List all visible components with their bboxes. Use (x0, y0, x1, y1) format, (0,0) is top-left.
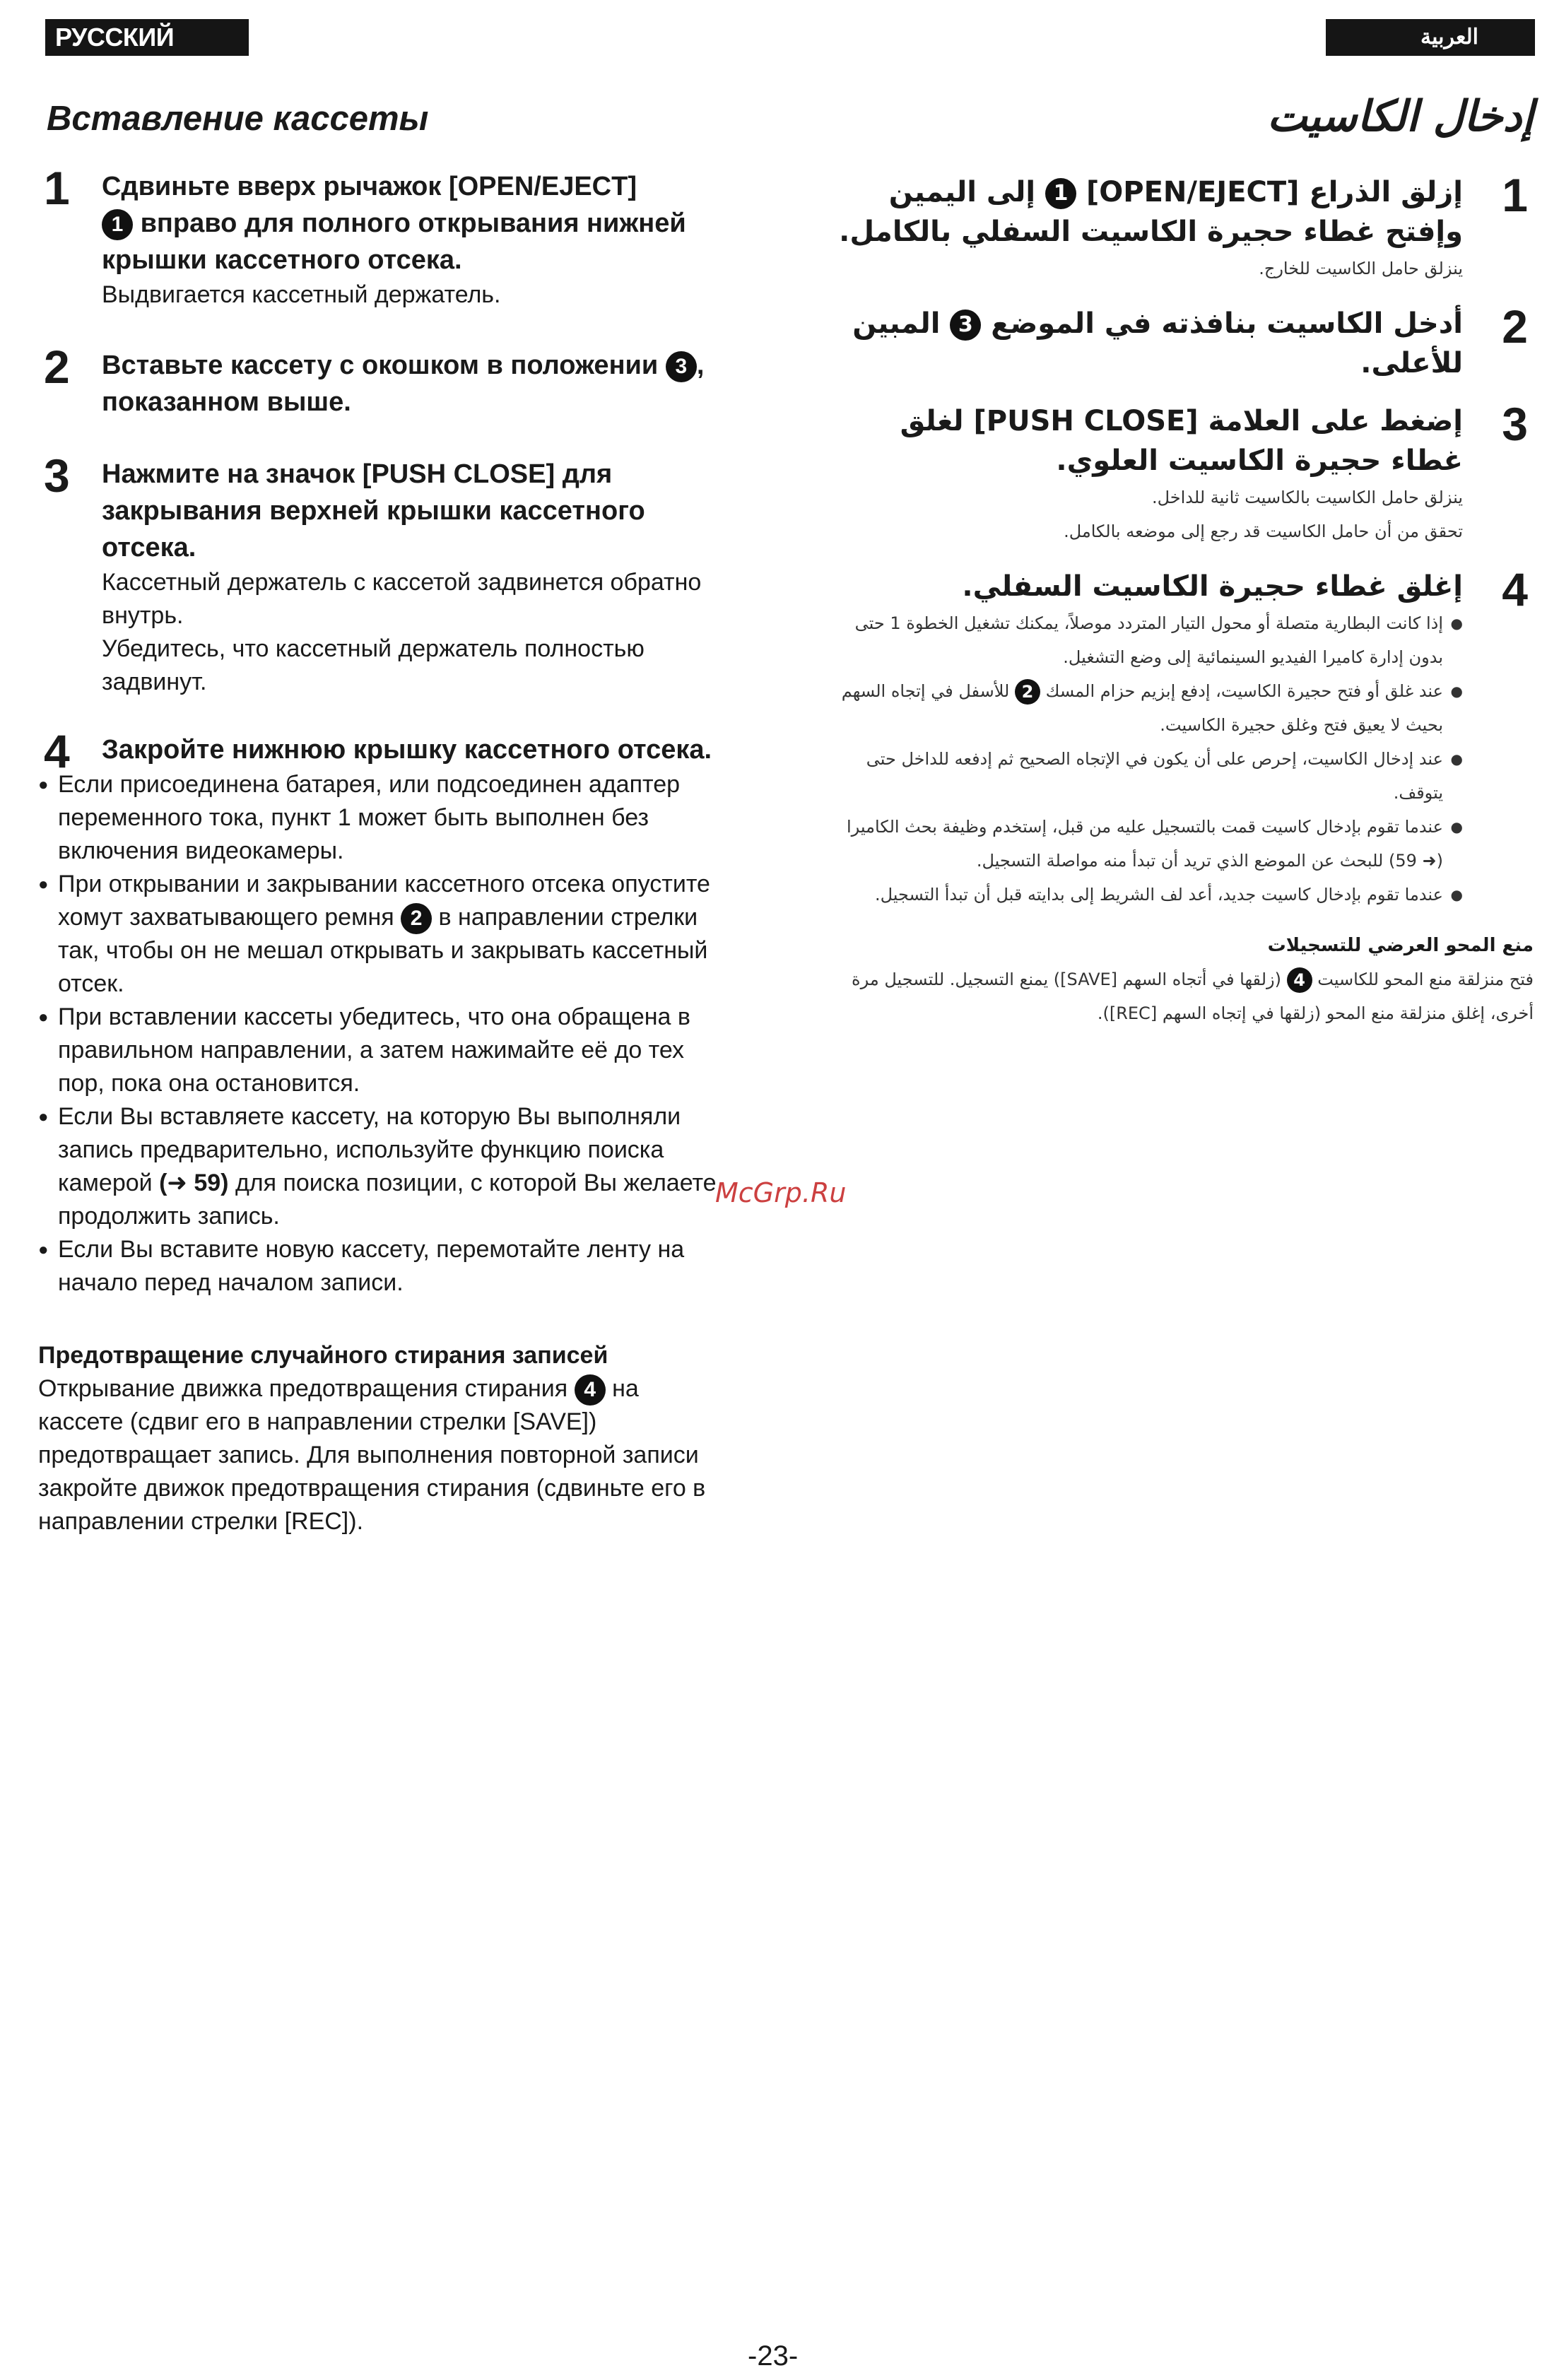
ar-step-4-number: 4 (1502, 563, 1528, 615)
ar-note-grip-belt-b: للأسفل في إتجاه السهم بحيث لا يعيق فتح وغلق حجيرة الكاسيت. (841, 681, 1443, 735)
ru-erase-prevention-text (38, 1372, 717, 1538)
circled-number-3-icon: 3 (666, 351, 697, 382)
ar-note-battery: ● إذا كانت البطارية متصلة أو محول التيار المتردد موصلاً، يمكنك تشغيل الخطوة 1 حتى بدون إدارة كاميرا الفيديو السينمائية إلى وضع التشغيل. (827, 606, 1463, 674)
ar-step-1 (827, 169, 1534, 285)
ar-note-grip-belt (827, 674, 1463, 742)
ru-erase-prevention-heading: Предотвращение случайного стирания записей (38, 1342, 608, 1369)
arabic-column (827, 92, 1534, 1030)
ar-note-new-cassette: ● عندما تقوم بإدخال كاسيت جديد، أعد لف الشريط إلى بدايته قبل أن تبدأ التسجيل. (827, 878, 1463, 912)
ru-page-ref: (➜ 59) (159, 1170, 229, 1197)
ru-step-3-note-2: Убедитесь, что кассетный держатель полностью задвинут. (102, 635, 645, 695)
ar-step-2 (827, 300, 1534, 383)
ru-step-2-heading-a: Вставьте кассету с окошком в положении (102, 350, 659, 380)
ar-step-3 (827, 398, 1534, 548)
ru-step-3 (38, 449, 717, 699)
ru-erase-text-b: на кассете (сдвиг его в направлении стрелки [SAVE]) предотвращает запись. Для выполнения повторной записи закройте движок предотвращения стирания (сдвиньте его в направлении стрелки [REC]). (38, 1375, 706, 1536)
ar-notes-list (827, 606, 1534, 912)
ru-note-grip-belt (38, 868, 717, 1001)
ru-step-1-heading (102, 168, 717, 278)
ar-step-3-number: 3 (1502, 398, 1528, 450)
page-number: -23- (748, 2340, 799, 2372)
ar-step-1-heading (827, 172, 1463, 252)
ru-step-2-heading (102, 347, 717, 420)
ar-step-1-heading-a: إزلق الذراع [OPEN/EJECT] (1086, 176, 1463, 208)
ar-step-4-heading: إغلق غطاء حجيرة الكاسيت السفلي. (962, 570, 1463, 603)
ru-step-4-number: 4 (44, 725, 70, 777)
ar-circled-number-4-icon: 4 (1287, 967, 1312, 993)
ar-erase-text-b: (زلقها في أتجاه السهم [SAVE]) يمنع التسجيل. للتسجيل مرة أخرى، إغلق منزلقة منع المحو (زلقها في إتجاه السهم [REC]). (852, 970, 1534, 1023)
ar-step-3-note-2: تحقق من أن حامل الكاسيت قد رجع إلى موضعه بالكامل. (1064, 522, 1463, 541)
ru-note-new-cassette: ● Если Вы вставите новую кассету, перемотайте ленту на начало перед началом записи. (38, 1233, 717, 1300)
ru-step-3-heading: Нажмите на значок [PUSH CLOSE] для закрывания верхней крышки кассетного отсека. (102, 459, 645, 562)
ar-note-grip-belt-a: عند غلق أو فتح حجيرة الكاسيت، إدفع إبزيم حزام المسك (1045, 681, 1443, 701)
ar-page-title: إدخال الكاسيت (1267, 92, 1534, 141)
ar-step-2-heading-a: أدخل الكاسيت بنافذته في الموضع (991, 307, 1463, 340)
ar-step-1-heading-b: إلى اليمين وإفتح غطاء حجيرة الكاسيت السفلي بالكامل. (839, 176, 1463, 248)
ar-step-3-heading: إضغط على العلامة [PUSH CLOSE] لغلق غطاء حجيرة الكاسيت العلوي. (900, 405, 1463, 477)
ru-note-battery: ● Если присоединена батарея, или подсоединен адаптер переменного тока, пункт 1 может быть выполнен без включения видеокамеры. (38, 768, 717, 868)
ar-step-2-number: 2 (1502, 300, 1528, 353)
circled-number-1-icon: 1 (102, 209, 133, 240)
ru-note-camera-search-a: Если Вы вставляете кассету, на которую Вы выполняли запись предварительно, используйте функцию поиска камерой (58, 1103, 681, 1197)
ru-note-grip-belt-b: в направлении стрелки так, чтобы он не мешал открывать и закрывать кассетный отсек. (58, 904, 708, 998)
russian-language-tab: РУССКИЙ ЯЗЫК (45, 19, 249, 56)
arabic-language-tab: العربية (1326, 19, 1535, 56)
ru-step-1-number: 1 (44, 162, 70, 214)
ar-erase-text-a: فتح منزلقة منع المحو للكاسيت (1317, 970, 1534, 989)
ru-note-camera-search (38, 1100, 717, 1233)
ru-step-3-note-1: Кассетный держатель с кассетой задвинется обратно внутрь. (102, 569, 702, 629)
russian-column (38, 92, 717, 1538)
ar-note-direction: ● عند إدخال الكاسيت، إحرص على أن يكون في الإتجاه الصحيح ثم إدفعه للداخل حتى يتوقف. (827, 742, 1463, 810)
ar-step-1-number: 1 (1502, 169, 1528, 221)
ru-step-3-number: 3 (44, 449, 70, 502)
ru-step-4 (38, 725, 717, 777)
ru-step-1-heading-b: вправо для полного открывания нижней крышки кассетного отсека. (102, 208, 686, 275)
ru-note-grip-belt-a: При открывании и закрывании кассетного отсека опустите хомут захватывающего ремня (58, 871, 710, 931)
ru-step-1-note: Выдвигается кассетный держатель. (102, 281, 501, 308)
ar-erase-prevention-heading: منع المحو العرضي للتسجيلات (1267, 935, 1534, 956)
ru-page-title: Вставление кассеты (47, 100, 429, 138)
ar-circled-number-3-icon: 3 (950, 310, 981, 341)
ru-note-direction: ● При вставлении кассеты убедитесь, что она обращена в правильном направлении, а затем нажимайте её до тех пор, пока она остановится. (38, 1001, 717, 1100)
ar-step-1-note: ينزلق حامل الكاسيت للخارج. (1259, 259, 1463, 278)
ar-circled-number-2-icon: 2 (1015, 679, 1040, 705)
ru-notes-list (38, 768, 717, 1300)
ru-note-camera-search-b: для поиска позиции, с которой Вы желаете продолжить запись. (58, 1170, 717, 1230)
ar-circled-number-1-icon: 1 (1045, 178, 1076, 209)
ru-step-1-heading-a: Сдвиньте вверх рычажок [OPEN/EJECT] (102, 172, 637, 201)
ar-erase-prevention-text (827, 962, 1534, 1030)
ar-step-2-heading-b: المبين للأعلى. (852, 307, 1463, 379)
circled-number-4-icon: 4 (575, 1374, 606, 1406)
ar-step-2-heading (827, 304, 1463, 383)
ru-erase-text-a: Открывание движка предотвращения стирания (38, 1375, 568, 1403)
circled-number-2-icon: 2 (401, 903, 432, 934)
ru-step-1 (38, 162, 717, 312)
ru-step-2-heading-b: , показанном выше. (102, 350, 705, 417)
ar-step-4 (827, 563, 1534, 615)
ru-step-4-heading: Закройте нижнюю крышку кассетного отсека. (102, 735, 712, 765)
watermark: McGrp.Ru (715, 1177, 847, 1208)
ru-step-2-number: 2 (44, 341, 70, 393)
ar-note-camera-search: ● عندما تقوم بإدخال كاسيت قمت بالتسجيل عليه من قبل، إستخدم وظيفة بحث الكاميرا (➜ 59) للبحث عن الموضع الذي تريد أن تبدأ منه مواصلة التسجيل. (827, 810, 1463, 878)
ru-step-2 (38, 341, 717, 420)
ar-step-3-note-1: ينزلق حامل الكاسيت بالكاسيت ثانية للداخل. (1151, 488, 1463, 507)
